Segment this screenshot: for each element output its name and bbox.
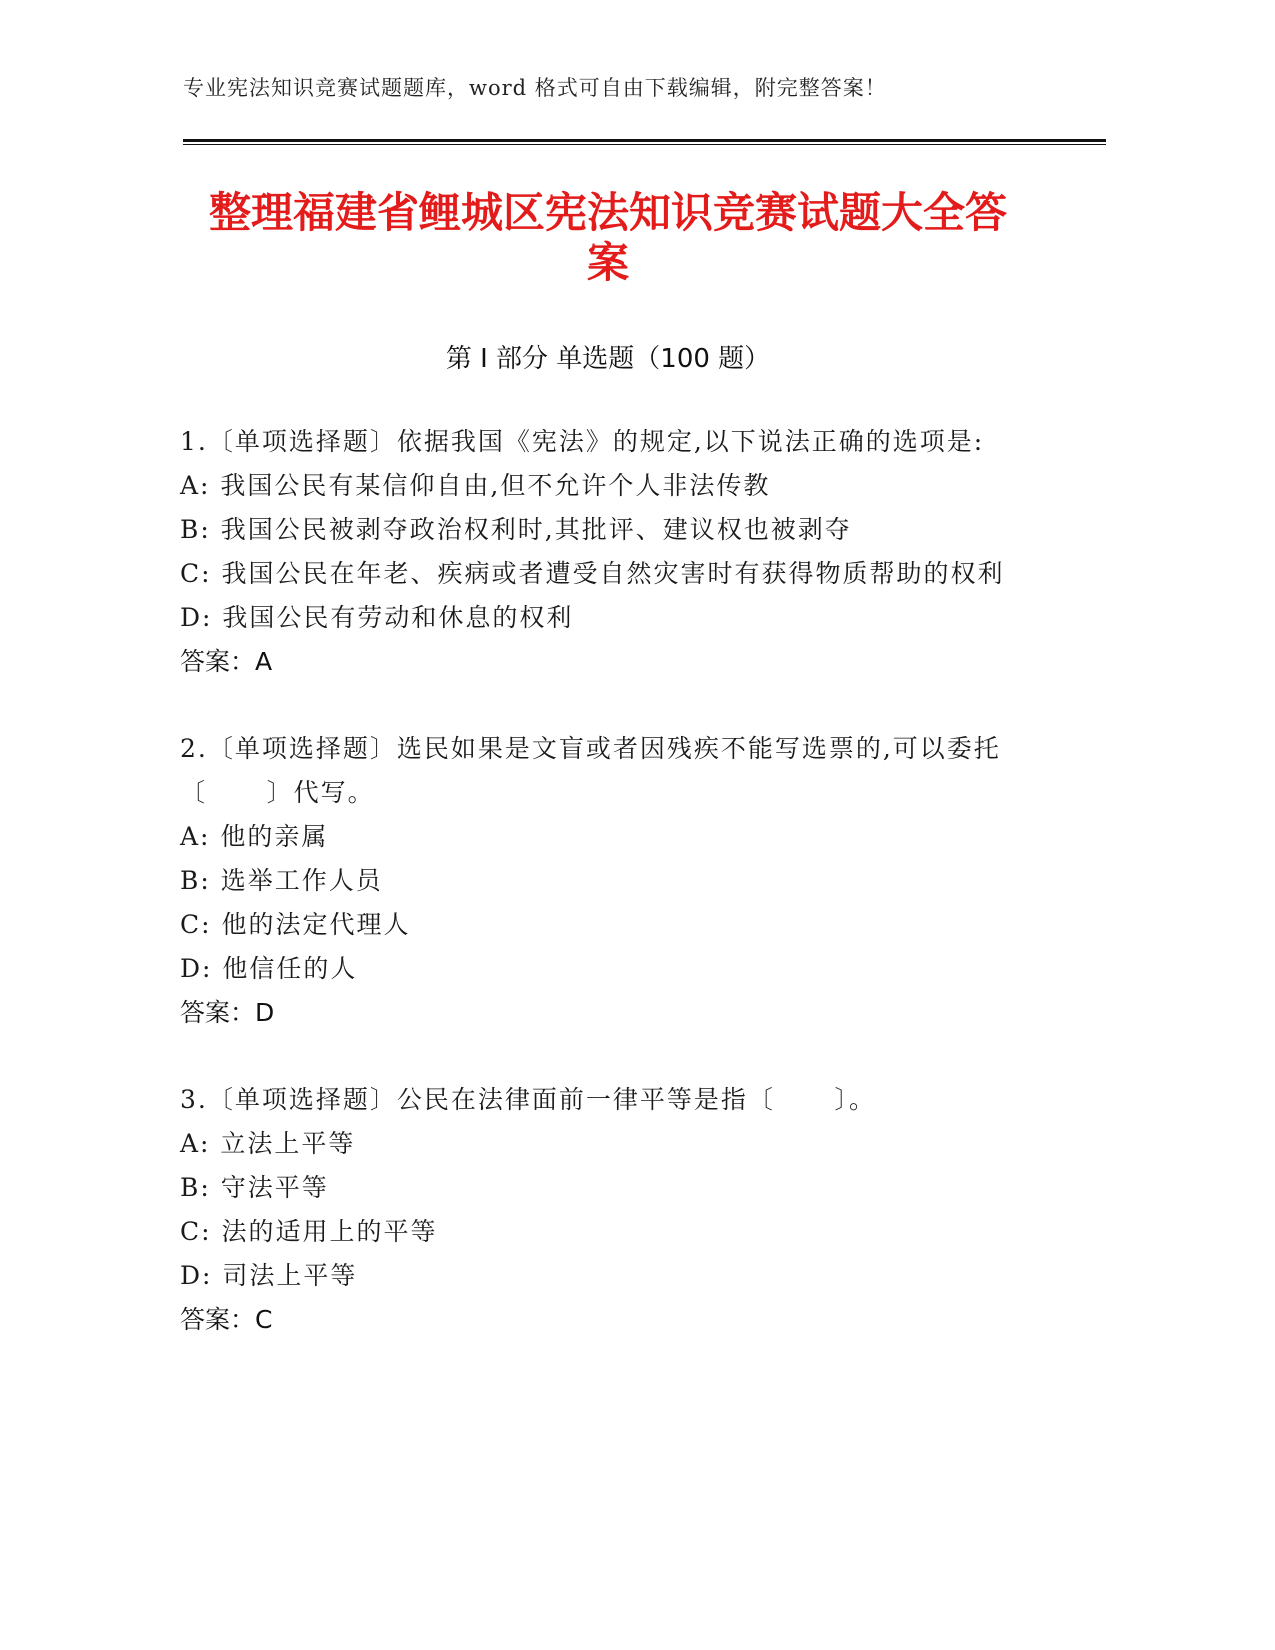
question-stem: 2.〔单项选择题〕选民如果是文盲或者因残疾不能写选票的,可以委托 xyxy=(180,734,1001,763)
option-c: C: 他的法定代理人 xyxy=(180,910,411,939)
page-header: 专业宪法知识竞赛试题题库，word 格式可自由下载编辑，附完整答案！ xyxy=(183,76,887,100)
question-1 xyxy=(180,420,1040,684)
answer-label: 答案：D xyxy=(180,998,275,1027)
question-stem: 1.〔单项选择题〕依据我国《宪法》的规定,以下说法正确的选项是: xyxy=(180,427,985,456)
question-list xyxy=(180,420,1040,1385)
option-d: D: 他信任的人 xyxy=(180,954,358,983)
answer-label: 答案：C xyxy=(180,1305,273,1334)
option-b: B: 守法平等 xyxy=(180,1173,329,1202)
option-c: C: 法的适用上的平等 xyxy=(180,1217,438,1246)
header-rule-thick xyxy=(183,139,1106,142)
header-rule xyxy=(183,139,1106,145)
question-stem: 3.〔单项选择题〕公民在法律面前一律平等是指〔 〕。 xyxy=(180,1085,877,1114)
header-rule-thin xyxy=(183,144,1106,145)
document-title-line1: 整理福建省鲤城区宪法知识竞赛试题大全答 xyxy=(208,188,1007,237)
answer-label: 答案：A xyxy=(180,647,273,676)
section-title: 第 I 部分 单选题（100 题） xyxy=(445,344,771,374)
question-2 xyxy=(180,727,1040,1035)
document-title-line2: 案 xyxy=(586,238,629,287)
option-b: B: 选举工作人员 xyxy=(180,866,383,895)
document-title xyxy=(183,188,1033,288)
option-a: A: 他的亲属 xyxy=(180,822,329,851)
question-3 xyxy=(180,1078,1040,1342)
option-d: D: 司法上平等 xyxy=(180,1261,358,1290)
option-a: A: 立法上平等 xyxy=(180,1129,356,1158)
option-c: C: 我国公民在年老、疾病或者遭受自然灾害时有获得物质帮助的权利 xyxy=(180,559,1005,588)
question-stem-continued: 〔 〕代写。 xyxy=(180,778,375,807)
option-b: B: 我国公民被剥夺政治权利时,其批评、建议权也被剥夺 xyxy=(180,515,852,544)
option-a: A: 我国公民有某信仰自由,但不允许个人非法传教 xyxy=(180,471,771,500)
option-d: D: 我国公民有劳动和休息的权利 xyxy=(180,603,574,632)
